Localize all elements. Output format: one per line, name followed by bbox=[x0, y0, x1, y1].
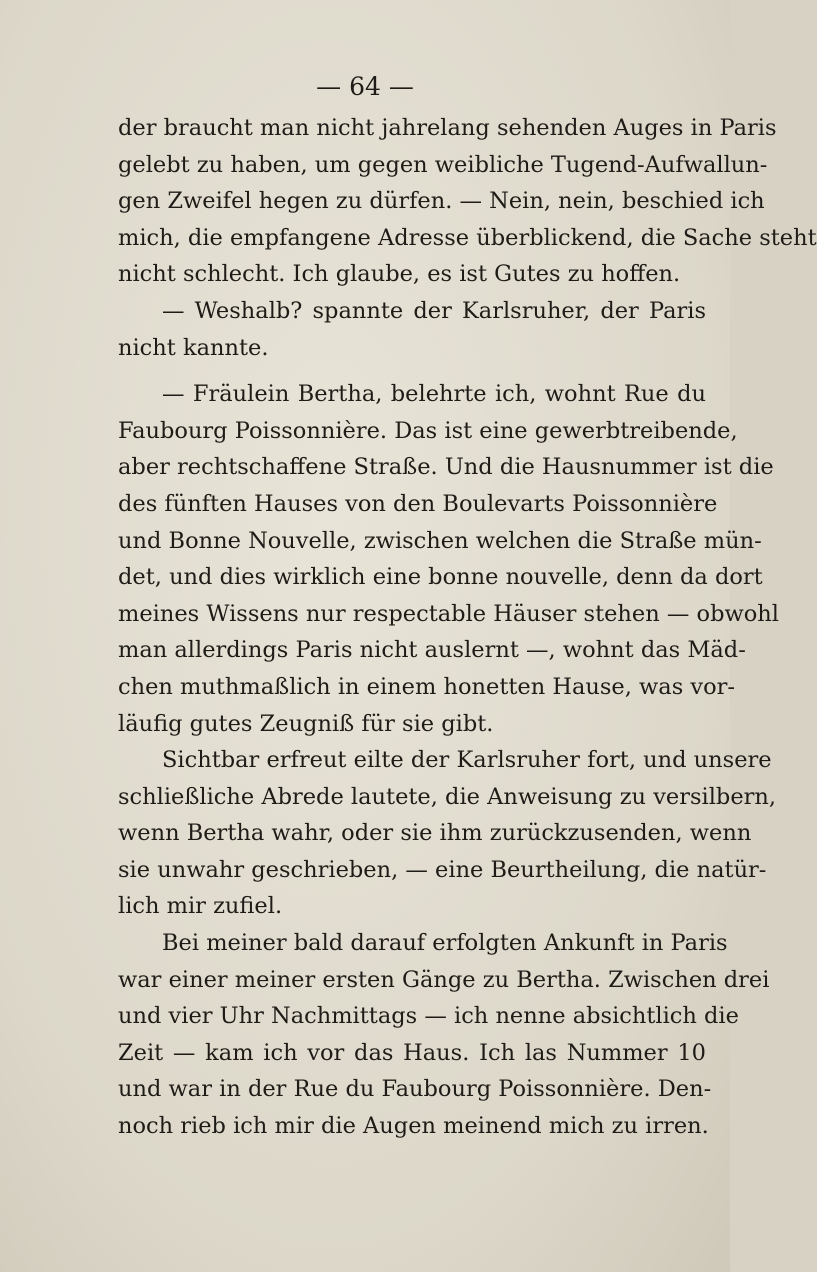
text-line: läufig gutes Zeugniß für sie gibt. bbox=[118, 710, 494, 737]
text-line: lich mir zufiel. bbox=[118, 893, 283, 920]
text-line: Sichtbar erfreut eilte der Karlsruher fort, und unsere bbox=[162, 747, 772, 774]
text-line: gelebt zu haben, um gegen weibliche Tugend-Aufwallun- bbox=[118, 151, 768, 178]
text-line: Faubourg Poissonnière. Das ist eine gewerbtreibende, bbox=[118, 417, 738, 444]
page-number: — 64 — bbox=[316, 72, 414, 101]
text-line: des fünften Hauses von den Boulevarts Poissonnière bbox=[118, 490, 718, 517]
text-line: — Fräulein Bertha, belehrte ich, wohnt Rue du bbox=[162, 381, 706, 408]
text-line: man allerdings Paris nicht auslernt —, wohnt das Mäd- bbox=[118, 637, 746, 664]
text-line: mich, die empfangene Adresse überblickend, die Sache steht bbox=[118, 224, 817, 251]
text-line: der braucht man nicht jahrelang sehenden Auges in Paris bbox=[118, 115, 777, 141]
text-line: wenn Bertha wahr, oder sie ihm zurückzusenden, wenn bbox=[118, 820, 752, 847]
text-line: Bei meiner bald darauf erfolgten Ankunft in Paris bbox=[162, 930, 728, 957]
text-line: und Bonne Nouvelle, zwischen welchen die Straße mün- bbox=[118, 527, 762, 554]
text-line: gen Zweifel hegen zu dürfen. — Nein, nein, beschied ich bbox=[118, 188, 765, 215]
text-line: nicht kannte. bbox=[118, 334, 269, 361]
text-line: meines Wissens nur respectable Häuser stehen — obwohl bbox=[118, 600, 779, 627]
text-line: — Weshalb? spannte der Karlsruher, der Paris bbox=[162, 297, 706, 324]
text-line: schließliche Abrede lautete, die Anweisung zu versilbern, bbox=[118, 783, 777, 810]
body-text bbox=[118, 110, 817, 1145]
text-line: aber rechtschaffene Straße. Und die Hausnummer ist die bbox=[118, 454, 774, 481]
text-line: nicht schlecht. Ich glaube, es ist Gutes zu hoffen. bbox=[118, 261, 681, 288]
text-line: chen muthmaßlich in einem honetten Hause, was vor- bbox=[118, 673, 736, 700]
text-line: Zeit — kam ich vor das Haus. Ich las Nummer 10 bbox=[118, 1039, 706, 1066]
text-line: sie unwahr geschrieben, — eine Beurtheilung, die natür- bbox=[118, 856, 767, 883]
text-line: und war in der Rue du Faubourg Poissonnière. Den- bbox=[118, 1076, 712, 1103]
text-line: war einer meiner ersten Gänge zu Bertha. Zwischen drei bbox=[118, 966, 770, 993]
text-line: und vier Uhr Nachmittags — ich nenne absichtlich die bbox=[118, 1003, 739, 1030]
text-line: noch rieb ich mir die Augen meinend mich zu irren. bbox=[118, 1113, 709, 1140]
text-line: det, und dies wirklich eine bonne nouvelle, denn da dort bbox=[118, 564, 763, 591]
